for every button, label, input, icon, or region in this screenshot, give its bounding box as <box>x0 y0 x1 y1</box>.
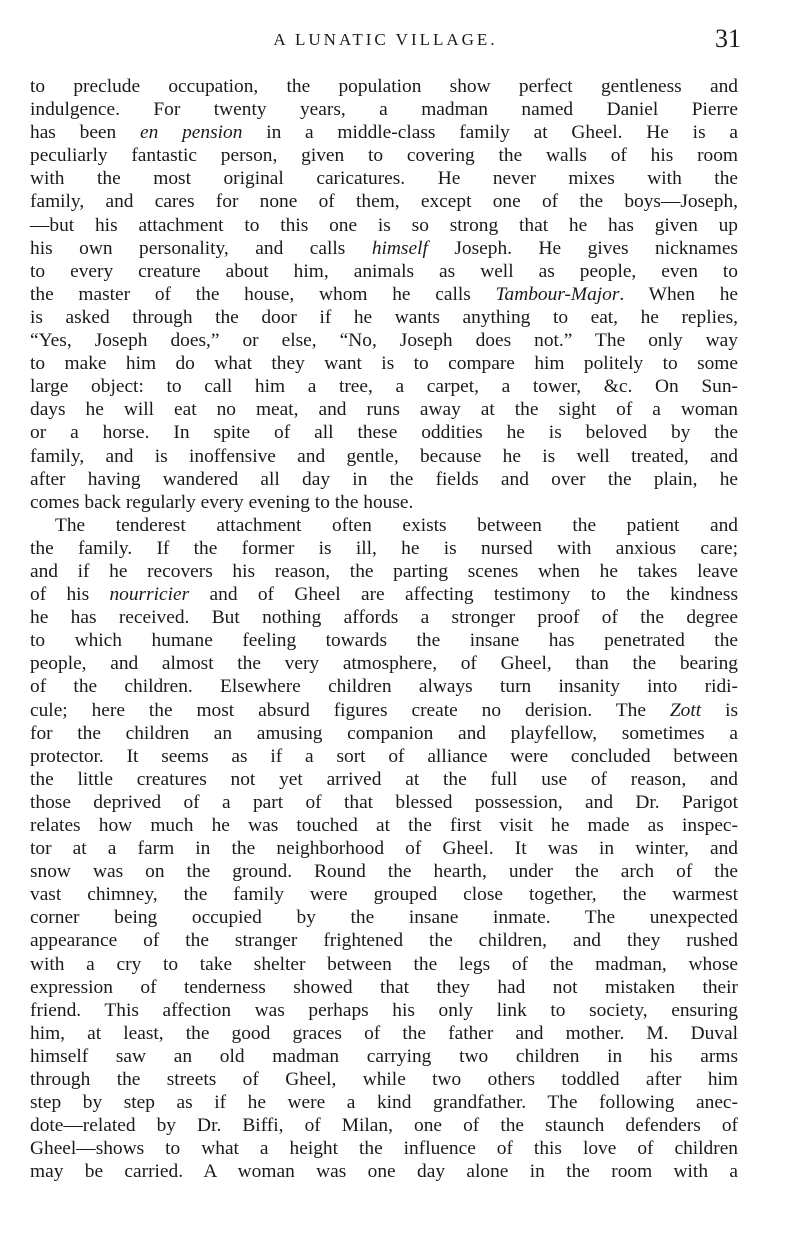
text-line: comes back regularly every evening to the house. <box>30 491 414 513</box>
text-line: relates how much he was touched at the first visit he made as inspec- <box>30 815 738 836</box>
text-line: peculiarly fantastic person, given to covering the walls of his room <box>30 145 738 167</box>
text-line: may be carried. A woman was one day alone in the room with a <box>30 1161 738 1183</box>
text-line: for the children an amusing companion and playfellow, sometimes a <box>30 722 738 744</box>
text-line: of his nourricier and of Gheel are affecting testimony to the kindness <box>30 584 739 606</box>
text-line: —but his attachment to this one is so strong that he has given up <box>30 214 738 236</box>
text-line: the family. If the former is ill, he is nursed with anxious care; <box>30 537 738 559</box>
text-line: indulgence. For twenty years, a madman named Daniel Pierre <box>30 99 738 121</box>
text-line: his own personality, and calls himself Joseph. He gives nicknames <box>30 237 738 259</box>
running-title: A LUNATIC VILLAGE. <box>273 30 498 49</box>
text-line: Gheel—shows to what a height the influence of this love of children <box>30 1138 738 1160</box>
page-number: 31 <box>715 24 741 53</box>
text-line: cule; here the most absurd figures create no derision. The Zott is <box>30 699 739 721</box>
text-line: protector. It seems as if a sort of alliance were concluded between <box>30 745 738 767</box>
text-line: step by step as if he were a kind grandfather. The following anec- <box>30 1092 738 1114</box>
text-line: corner being occupied by the insane inmate. The unexpected <box>30 907 738 929</box>
text-line: after having wandered all day in the fields and over the plain, he <box>30 468 738 490</box>
text-line: The tenderest attachment often exists between the patient and <box>55 514 738 536</box>
text-line: through the streets of Gheel, while two others toddled after him <box>30 1069 738 1091</box>
text-line: with a cry to take shelter between the legs of the madman, whose <box>30 953 738 975</box>
text-line: family, and is inoffensive and gentle, because he is well treated, and <box>30 445 738 467</box>
text-line: to make him do what they want is to compare him politely to some <box>30 353 738 375</box>
text-line: “Yes, Joseph does,” or else, “No, Joseph does not.” The only way <box>30 330 738 352</box>
text-line: tor at a farm in the neighborhood of Gheel. It was in winter, and <box>30 838 738 860</box>
text-line: is asked through the door if he wants anything to eat, he replies, <box>30 306 738 328</box>
text-line: has been en pension in a middle-class family at Gheel. He is a <box>30 122 738 144</box>
text-line: large object: to call him a tree, a carpet, a tower, &c. On Sun- <box>30 376 738 398</box>
text-line: him, at least, the good graces of the father and mother. M. Duval <box>30 1022 738 1044</box>
text-line: friend. This affection was perhaps his only link to society, ensuring <box>30 999 738 1021</box>
text-line: the master of the house, whom he calls Tambour-Major. When he <box>30 283 738 305</box>
running-head <box>30 24 741 58</box>
text-line: dote—related by Dr. Biffi, of Milan, one of the staunch defenders of <box>30 1115 738 1137</box>
text-line: vast chimney, the family were grouped close together, the warmest <box>30 884 738 906</box>
body-text <box>30 75 738 1184</box>
text-line: people, and almost the very atmosphere, of Gheel, than the bearing <box>30 653 738 675</box>
text-line: and if he recovers his reason, the parting scenes when he takes leave <box>30 560 738 582</box>
text-line: of the children. Elsewhere children always turn insanity into ridi- <box>30 676 738 698</box>
text-line: appearance of the stranger frightened the children, and they rushed <box>30 930 738 952</box>
text-line: or a horse. In spite of all these oddities he is beloved by the <box>30 422 738 444</box>
text-line: to preclude occupation, the population show perfect gentleness and <box>30 76 738 97</box>
text-line: family, and cares for none of them, except one of the boys—Joseph, <box>30 191 738 213</box>
text-line: those deprived of a part of that blessed possession, and Dr. Parigot <box>30 791 738 813</box>
text-line: snow was on the ground. Round the hearth, under the arch of the <box>30 861 738 883</box>
text-line: himself saw an old madman carrying two children in his arms <box>30 1045 738 1067</box>
text-line: days he will eat no meat, and runs away at the sight of a woman <box>30 399 738 421</box>
text-line: with the most original caricatures. He never mixes with the <box>30 168 738 190</box>
text-line: the little creatures not yet arrived at the full use of reason, and <box>30 768 738 790</box>
text-line: he has received. But nothing affords a stronger proof of the degree <box>30 607 738 629</box>
text-line: to every creature about him, animals as well as people, even to <box>30 260 738 282</box>
text-line: to which humane feeling towards the insane has penetrated the <box>30 630 738 652</box>
text-line: expression of tenderness showed that they had not mistaken their <box>30 976 738 998</box>
